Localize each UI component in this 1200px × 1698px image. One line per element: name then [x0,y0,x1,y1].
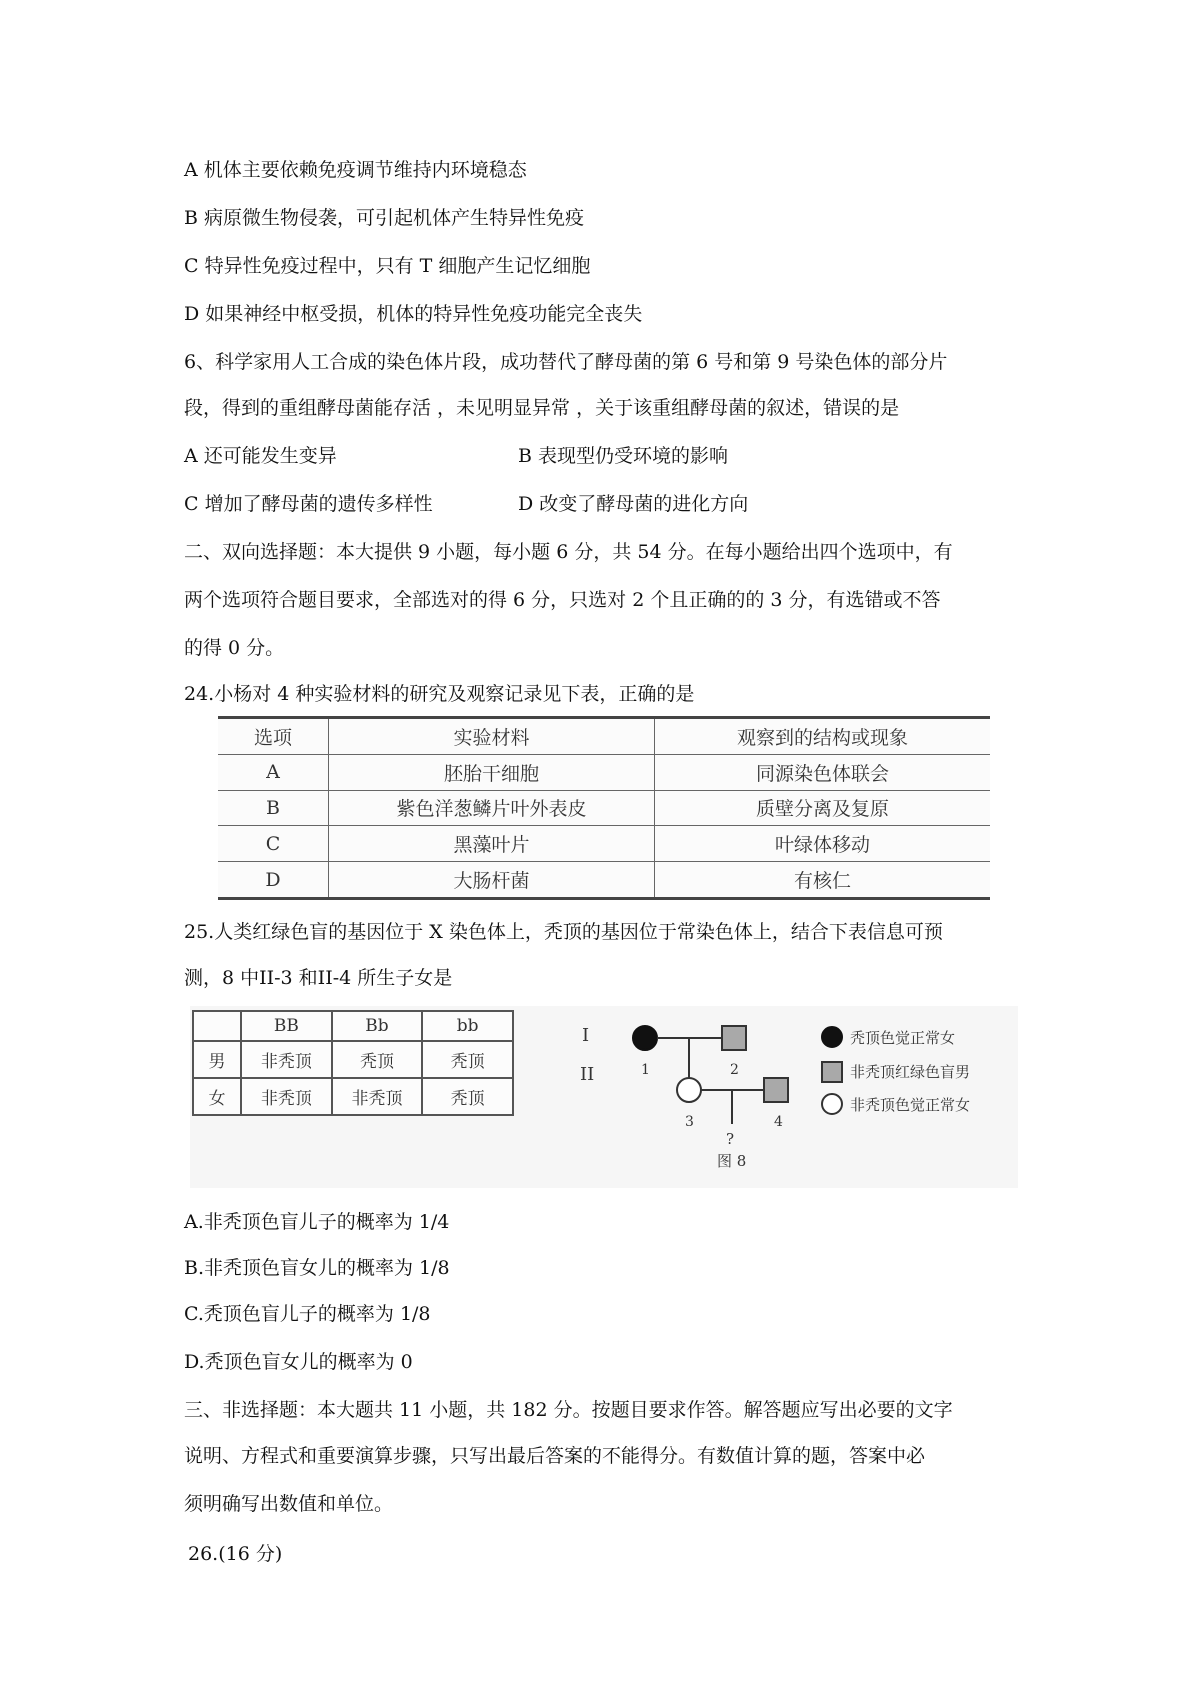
section3-line1: 三、非选择题：本大题共 11 小题，共 182 分。按题目要求作答。解答题应写出必要的文字 [184,1399,953,1421]
q6-stem-line1: 6、科学家用人工合成的染色体片段，成功替代了酵母菌的第 6 号和第 9 号染色体的部分片 [184,351,948,373]
table-header-cell: 选项 [218,718,329,755]
table-cell: 非秃顶 [332,1078,423,1115]
q25-option-b: B.非秃顶色盲女儿的概率为 1/8 [184,1257,450,1279]
q5-option-d: D 如果神经中枢受损，机体的特异性免疫功能完全丧失 [184,303,643,325]
table-header-cell: bb [422,1011,513,1041]
q6-option-a: A 还可能发生变异 [184,445,337,467]
figure-caption: 图 8 [717,1152,747,1170]
q5-option-b: B 病原微生物侵袭，可引起机体产生特异性免疫 [184,207,585,229]
q25-option-d: D.秃顶色盲女儿的概率为 0 [184,1351,413,1373]
q24-table [218,716,990,900]
q25-option-a: A.非秃顶色盲儿子的概率为 1/4 [184,1211,450,1233]
table-header-cell: 实验材料 [329,718,655,755]
q6-option-c: C 增加了酵母菌的遗传多样性 [184,493,433,515]
table-cell: B [218,790,329,826]
table-row [218,790,990,826]
table-header-row [218,718,990,755]
q25-stem-line2: 测，8 中II-3 和II-4 所生子女是 [184,967,453,989]
legend-label: 秃顶色觉正常女 [850,1029,956,1047]
table-cell: 叶绿体移动 [655,826,991,862]
table-header-cell: 观察到的结构或现象 [655,718,991,755]
q24-stem: 24.小杨对 4 种实验材料的研究及观察记录见下表，正确的是 [184,683,695,705]
table-cell: 黑藻叶片 [329,826,655,862]
q5-option-c: C 特异性免疫过程中，只有 T 细胞产生记忆细胞 [184,255,591,277]
table-cell: D [218,862,329,899]
unknown-offspring-label: ? [726,1130,735,1148]
table-row [218,754,990,790]
pedigree-individual-3 [677,1078,701,1102]
q6-stem-line2: 段，得到的重组酵母菌能存活 ，未见明显异常 ，关于该重组酵母菌的叙述，错误的是 [184,397,900,419]
section3-line2: 说明、方程式和重要演算步骤，只写出最后答案的不能得分。有数值计算的题，答案中必 [184,1445,926,1467]
table-cell: 秃顶 [422,1041,513,1078]
q26-heading: 26.(16 分) [188,1543,283,1565]
pedigree-individual-1 [633,1026,657,1050]
table-cell: 秃顶 [332,1041,423,1078]
table-cell: 大肠杆菌 [329,862,655,899]
table-cell: 紫色洋葱鳞片叶外表皮 [329,790,655,826]
section3-line3: 须明确写出数值和单位。 [184,1493,394,1515]
table-header-cell: BB [241,1011,332,1041]
table-cell: 非秃顶 [241,1041,332,1078]
section2-line2: 两个选项符合题目要求，全部选对的得 6 分，只选对 2 个且正确的的 3 分，有选错或不答 [184,589,941,611]
q6-option-b: B 表现型仍受环境的影响 [518,445,729,467]
table-header-cell: Bb [332,1011,423,1041]
table-cell: 女 [193,1078,241,1115]
table-cell: 秃顶 [422,1078,513,1115]
individual-4-label: 4 [774,1114,783,1130]
legend-bald-normal-female-icon [822,1027,842,1047]
table-row [218,862,990,899]
table-cell: 胚胎干细胞 [329,754,655,790]
q6-option-d: D 改变了酵母菌的进化方向 [518,493,749,515]
q5-option-a: A 机体主要依赖免疫调节维持内环境稳态 [184,159,527,181]
individual-1-label: 1 [641,1062,650,1078]
table-cell: 同源染色体联会 [655,754,991,790]
table-row [218,826,990,862]
legend-normal-female-icon [822,1094,842,1114]
legend-colorblind-male-icon [822,1062,842,1082]
table-cell: 男 [193,1041,241,1078]
section2-line1: 二、双向选择题：本大提供 9 小题，每小题 6 分，共 54 分。在每小题给出四个选项中，有 [184,541,953,563]
legend-label: 非秃顶色觉正常女 [850,1096,971,1114]
q25-stem-line1: 25.人类红绿色盲的基因位于 X 染色体上，秃顶的基因位于常染色体上，结合下表信息可预 [184,921,943,943]
pedigree-individual-2 [722,1026,746,1050]
table-cell: 质壁分离及复原 [655,790,991,826]
table-cell: 非秃顶 [241,1078,332,1115]
generation-1-label: I [582,1025,590,1046]
table-cell: C [218,826,329,862]
pedigree-individual-4 [764,1078,788,1102]
q25-option-c: C.秃顶色盲儿子的概率为 1/8 [184,1303,431,1325]
table-cell: 有核仁 [655,862,991,899]
legend-label: 非秃顶红绿色盲男 [850,1063,971,1081]
section2-line3: 的得 0 分。 [184,637,285,659]
q25-figure [190,1006,1018,1188]
pedigree-chart [190,1006,1018,1188]
individual-2-label: 2 [730,1062,739,1078]
individual-3-label: 3 [685,1114,694,1130]
table-cell: A [218,754,329,790]
generation-2-label: II [580,1064,595,1085]
